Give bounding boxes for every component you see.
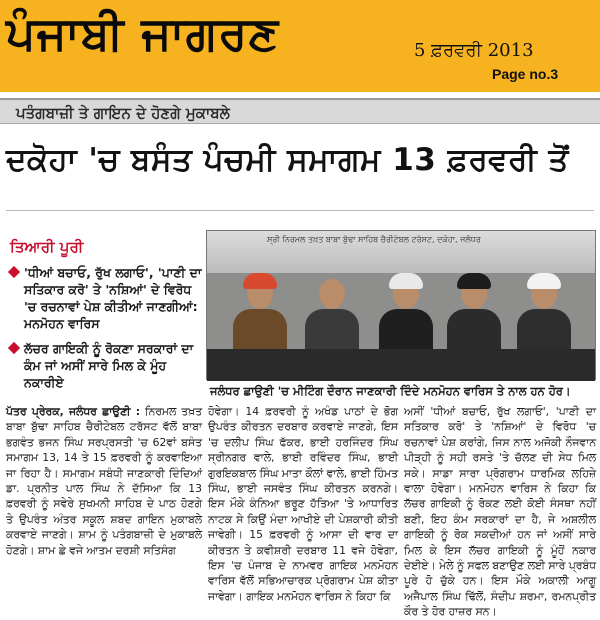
summary-bullet (6, 264, 202, 332)
news-photo (206, 230, 596, 380)
publication-date: 5 ਫ਼ਰਵਰੀ 2013 (414, 40, 534, 61)
page-number: Page no.3 (492, 66, 559, 82)
body-text: ਅਸੀਂ 'ਧੀਆਂ ਬਚਾਓ, ਰੁੱਖ ਲਗਾਓ', 'ਪਾਣੀ ਦਾ ਸਤਿਕਾਰ ਕਰੋ' ਤੇ 'ਨਸ਼ਿਆਂ' ਦੇ ਵਿਰੋਧ 'ਚ ਰਚਨਾਵਾਂ ਪੇਸ਼ ਕਰਾਂਗੇ, ਜਿਸ ਨਾਲ ਅਜੋਕੀ ਨੌਜਵਾਨ ਪੀੜ੍ਹੀ ਨੂੰ ਸਹੀ ਰਸਤੇ 'ਤੇ ਚੱਲਣ ਦੀ ਸੇਧ ਮਿਲ ਸਕੇ। ਸਾਡਾ ਸਾਰਾ ਪ੍ਰੋਗਰਾਮ ਧਾਰਮਿਕ ਲਹਿਜ਼ੇ ਵਾਲਾ ਹੋਵੇਗਾ। ਮਨਮੋਹਨ ਵਾਰਿਸ ਨੇ ਕਿਹਾ ਕਿ ਲੱਚਰ ਗਾਇਕੀ ਨੂੰ ਰੋਕਣ ਲਈ ਕੋਈ ਸੰਸਥਾ ਨਹੀਂ ਬਣੀ, ਇਹ ਕੰਮ ਸਰਕਾਰਾਂ ਦਾ ਹੈ, ਜੇ ਅਸ਼ਲੀਲ ਗਾਇਕੀ ਨੂੰ ਰੋਕ ਸਕਦੀਆਂ ਹਨ ਜਾਂ ਅਸੀਂ ਸਾਰੇ ਮਿਲ ਕੇ ਇਸ ਲੱਚਰ ਗਾਇਕੀ ਨੂੰ ਮੂੰਹੋਂ ਨਕਾਰ ਦੇਈਏ। ਮੇਲੇ ਨੂੰ ਸਫਲ ਬਣਾਉਣ ਲਈ ਸਾਰੇ ਪ੍ਰਬੰਧ ਪੂਰੇ ਹੋ ਚੁੱਕੇ ਹਨ। ਇਸ ਮੌਕੇ ਅਕਾਲੀ ਆਗੂ ਅਜੈਪਾਲ ਸਿੰਘ ਢਿੱਲੋਂ, ਸੰਦੀਪ ਸ਼ਰਮਾ, ਰਮਨਪ੍ਰੀਤ ਕੌਰ ਤੇ ਹੋਰ ਹਾਜ਼ਰ ਸਨ। (404, 405, 596, 619)
article-headline: ਦਕੋਹਾ 'ਚ ਬਸੰਤ ਪੰਚਮੀ ਸਮਾਗਮ 13 ਫ਼ਰਵਰੀ ਤੋਂ (6, 142, 569, 178)
body-text: ਹੋਵੇਗਾ। 14 ਫ਼ਰਵਰੀ ਨੂੰ ਅਖੰਡ ਪਾਠਾਂ ਦੇ ਭੋਗ ਉਪਰੰਤ ਕੀਰਤਨ ਦਰਬਾਰ ਕਰਵਾਏ ਜਾਣਗੇ, ਇਸ 'ਚ ਦਲੀਪ ਸਿੰਘ ਫੱਕਰ, ਭਾਈ ਹਰਜਿੰਦਰ ਸਿੰਘ ਸ੍ਰੀਨਗਰ ਵਾਲੇ, ਭਾਈ ਰਵਿੰਦਰ ਸਿੰਘ, ਭਾਈ ਗੁਰਇਕਬਾਲ ਸਿੰਘ ਮਾਤਾ ਕੌਲਾਂ ਵਾਲੇ, ਭਾਈ ਹਿੰਮਤ ਸਿੰਘ, ਭਾਈ ਜਸਵੰਤ ਸਿੰਘ ਕੀਰਤਨ ਕਰਨਗੇ। ਇਸ ਮੌਕੇ ਕੰਨਿਆ ਭਰੂਣ ਹੱਤਿਆ 'ਤੇ ਆਧਾਰਿਤ ਨਾਟਕ ਸੇ ਕਿਉਂ ਮੰਦਾ ਆਖੀਏ ਦੀ ਪੇਸ਼ਕਾਰੀ ਕੀਤੀ ਜਾਵੇਗੀ। 15 ਫ਼ਰਵਰੀ ਨੂੰ ਆਸਾ ਦੀ ਵਾਰ ਦਾ ਕੀਰਤਨ ਤੇ ਕਵੀਸ਼ਰੀ ਦਰਬਾਰ 11 ਵਜੇ ਹੋਵੇਗਾ, ਇਸ 'ਚ ਪੰਜਾਬ ਦੇ ਨਾਮਵਰ ਗਾਇਕ ਮਨਮੋਹਨ ਵਾਰਿਸ ਵੱਲੋਂ ਸਭਿਆਚਾਰਕ ਪ੍ਰੋਗਰਾਮ ਪੇਸ਼ ਕੀਤਾ ਜਾਵੇਗਾ। ਗਾਇਕ ਮਨਮੋਹਨ ਵਾਰਿਸ ਨੇ ਕਿਹਾ ਕਿ (208, 405, 398, 603)
summary-bullet-text: ਲੱਚਰ ਗਾਇਕੀ ਨੂੰ ਰੋਕਣਾ ਸਰਕਾਰਾਂ ਦਾ ਕੰਮ ਜਾਂ ਅਸੀਂ ਸਾਰੇ ਮਿਲ ਕੇ ਮੂੰਹ ਨਕਾਰੀਏ (24, 341, 194, 390)
body-column-left (6, 404, 202, 600)
summary-label: ਤਿਆਰੀ ਪੂਰੀ (10, 238, 84, 256)
bullet-diamond-icon (8, 342, 20, 354)
divider (6, 210, 594, 211)
summary-bullet-text: 'ਧੀਆਂ ਬਚਾਓ, ਰੁੱਖ ਲਗਾਓ', 'ਪਾਣੀ ਦਾ ਸਤਿਕਾਰ ਕਰੋ' ਤੇ 'ਨਸ਼ਿਆਂ' ਦੇ ਵਿਰੋਧ 'ਚ ਰਚਨਾਵਾਂ ਪੇਸ਼ ਕੀਤੀਆਂ ਜਾਣਗੀਆਂ: ਮਨਮੋਹਨ ਵਾਰਿਸ (24, 265, 202, 331)
summary-bullet (6, 340, 202, 391)
body-text: ਨਿਰਮਲ ਤਖ਼ਤ ਬਾਬਾ ਬੁੱਢਾ ਸਾਹਿਬ ਚੈਰੀਟੇਬਲ ਟਰੱਸਟ ਵੱਲੋਂ ਬਾਬਾ ਭਗਵੰਤ ਭਜਨ ਸਿੰਘ ਸਰਪ੍ਰਸਤੀ 'ਚ 62ਵਾਂ ਬਸੰਤ ਸਮਾਗਮ 13, 14 ਤੇ 15 ਫ਼ਰਵਰੀ ਨੂੰ ਕਰਵਾਇਆ ਜਾ ਰਿਹਾ ਹੈ। ਸਮਾਗਮ ਸਬੰਧੀ ਜਾਣਕਾਰੀ ਦਿੰਦਿਆਂ ਡਾ. ਪ੍ਰਨੀਤ ਪਾਲ ਸਿੰਘ ਨੇ ਦੱਸਿਆ ਕਿ 13 ਫ਼ਰਵਰੀ ਨੂੰ ਸਵੇਰੇ ਸੁਖਮਨੀ ਸਾਹਿਬ ਦੇ ਪਾਠ ਹੋਣਗੇ ਤੇ ਉਪਰੰਤ ਅੰਤਰ ਸਕੂਲ ਸ਼ਬਦ ਗਾਇਨ ਮੁਕਾਬਲੇ ਕਰਵਾਏ ਜਾਣਗੇ। ਸ਼ਾਮ ਨੂੰ ਪਤੰਗਬਾਜ਼ੀ ਦੇ ਮੁਕਾਬਲੇ ਹੋਣਗੇ। ਸ਼ਾਮ ਛੇ ਵਜੇ ਆਤਮ ਦਰਸ਼ੀ ਸਤਿਸੰਗ (6, 405, 202, 557)
bullet-diamond-icon (8, 266, 20, 278)
photo-backdrop-banner (207, 231, 595, 273)
masthead (0, 0, 600, 92)
kicker-text: ਪਤੰਗਬਾਜ਼ੀ ਤੇ ਗਾਇਨ ਦੇ ਹੋਣਗੇ ਮੁਕਾਬਲੇ (16, 104, 230, 122)
photo-banner-text: ਸ੍ਰੀ ਨਿਰਮਲ ਤਖ਼ਤ ਬਾਬਾ ਬੁੱਢਾ ਸਾਹਿਬ ਚੈਰੀਟੇਬਲ ਟਰੱਸਟ, ਦਕੋਹਾ, ਜਲੰਧਰ (267, 235, 481, 244)
body-column-right (404, 404, 596, 619)
dateline: ਪੱਤਰ ਪ੍ਰੇਰਕ, ਜਲੰਧਰ ਛਾਉਣੀ : (6, 405, 141, 418)
photo-table (207, 349, 595, 381)
newspaper-title: ਪੰਜਾਬੀ ਜਾਗਰਣ (6, 6, 280, 60)
body-column-middle (208, 404, 398, 603)
summary-bullets (6, 264, 202, 399)
kicker-strip (0, 98, 600, 124)
photo-caption: ਜਲੰਧਰ ਛਾਉਣੀ 'ਚ ਮੀਟਿੰਗ ਦੌਰਾਨ ਜਾਣਕਾਰੀ ਦਿੰਦੇ ਮਨਮੋਹਨ ਵਾਰਿਸ ਤੇ ਨਾਲ ਹਨ ਹੋਰ। (210, 384, 571, 398)
